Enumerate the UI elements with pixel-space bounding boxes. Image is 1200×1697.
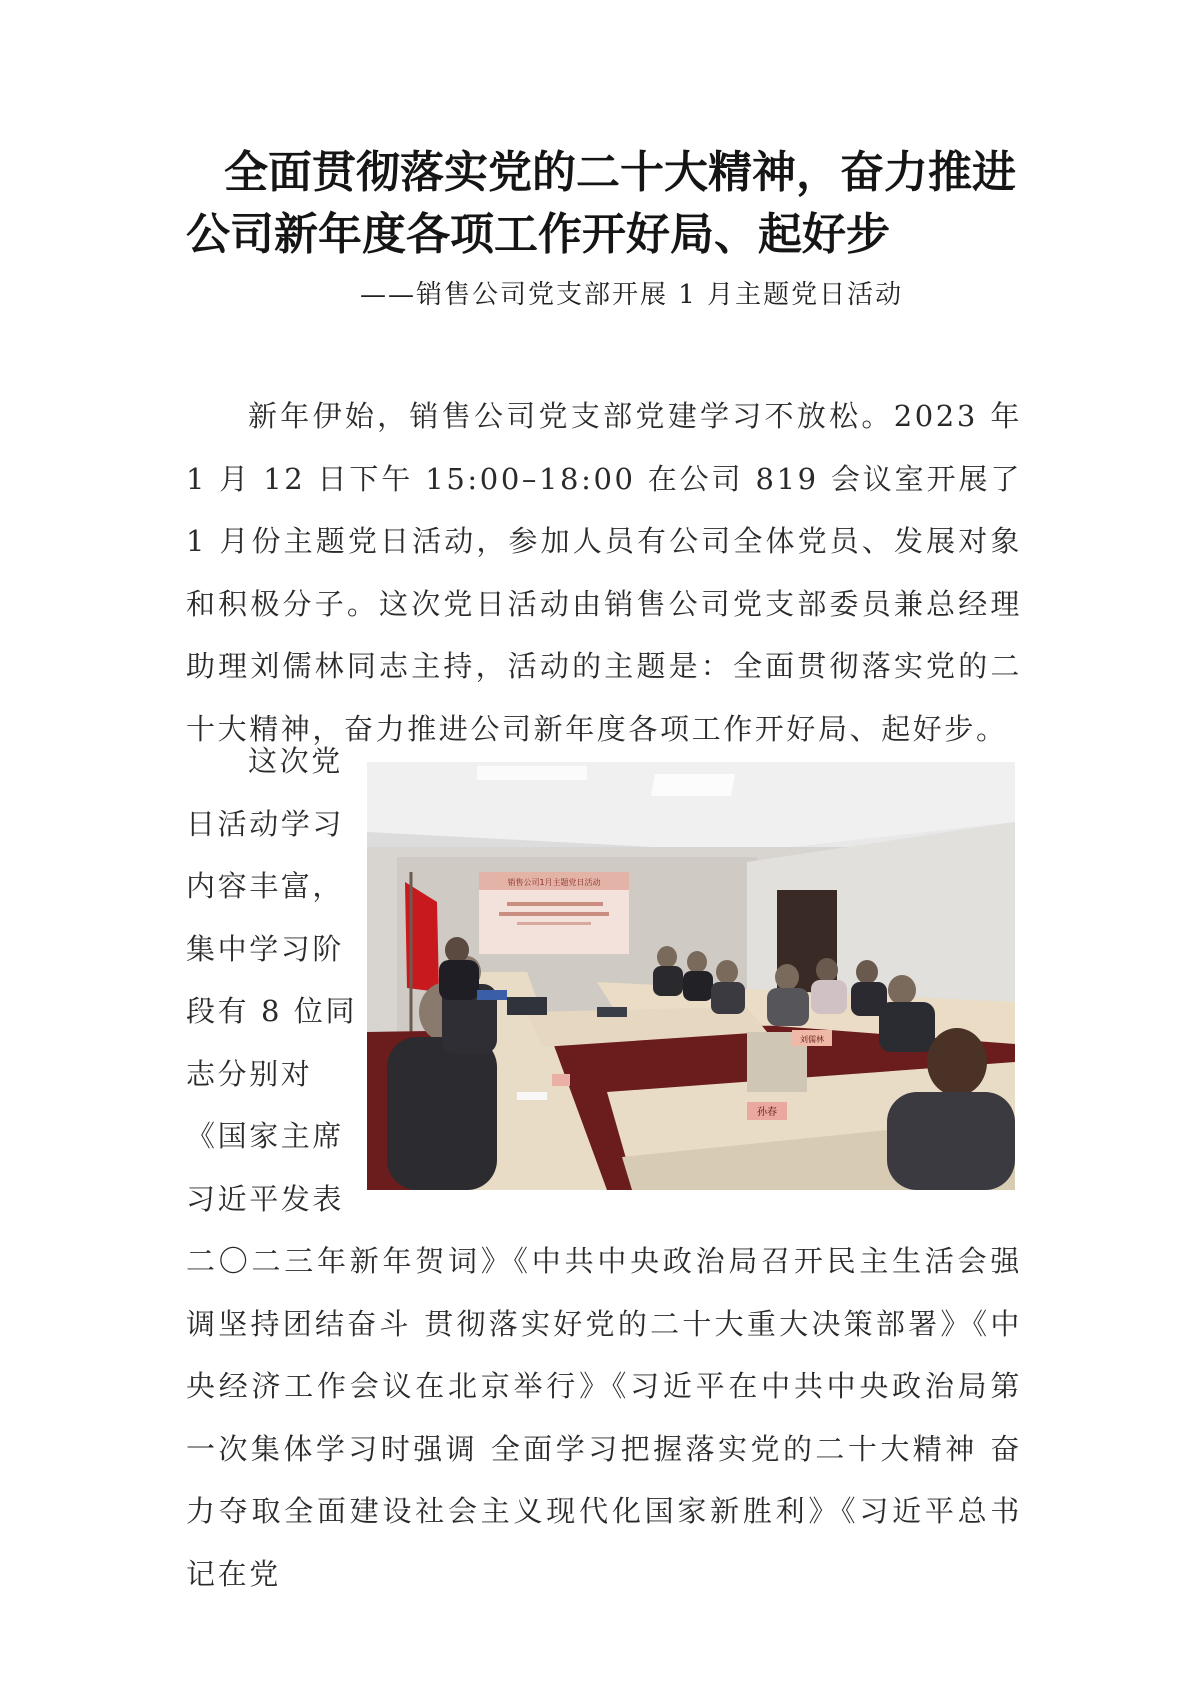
- side-text-line: 日活动学习: [186, 806, 345, 841]
- article-title-line-2: 公司新年度各项工作开好局、起好步: [186, 209, 890, 260]
- side-text-line: 内容丰富，: [186, 869, 345, 903]
- photo-side-text: [186, 730, 358, 1230]
- article-title-line-1: 全面贯彻落实党的二十大精神，奋力推进: [224, 147, 1016, 198]
- side-text-line: 这次党: [248, 744, 343, 778]
- screen-title: 销售公司1月主题党日活动: [507, 878, 601, 887]
- meeting-room-photo: [367, 762, 1015, 1190]
- article-title: [186, 142, 1026, 266]
- paragraph-intro: 新年伊始，销售公司党支部党建学习不放松。2023 年 1 月 12 日下午 15:00–18:00 在公司 819 会议室开展了 1 月份主题党日活动，参加人员有公司全体党员、发展对象和积极分子。这次党日活动由销售公司党支部委员兼总经理助理刘儒林同志主持，活动的主题是：全面贯彻落实党的二十大精神，奋力推进公司新年度各项工作开好局、起好步。: [186, 399, 1022, 746]
- name-card-2-text: 刘儒林: [800, 1035, 824, 1044]
- side-text-line: 习近平发表: [186, 1181, 345, 1216]
- meeting-photo-illustration: [367, 762, 1015, 1190]
- name-card-1-text: 孙春: [757, 1107, 777, 1118]
- side-text-line: 段有 8 位同: [186, 994, 358, 1028]
- paragraph-study-content: 二〇二三年新年贺词》《中共中央政治局召开民主生活会强调坚持团结奋斗 贯彻落实好党的二十大重大决策部署》《中央经济工作会议在北京举行》《习近平在中共中央政治局第一次集体学习时强调 全面学习把握落实党的二十大精神 奋力夺取全面建设社会主义现代化国家新胜利》《习近平总书记在党: [186, 1244, 1022, 1591]
- side-text-line: 《国家主席: [186, 1119, 345, 1153]
- article-subtitle: ——销售公司党支部开展 1 月主题党日活动: [360, 280, 904, 310]
- side-text-line: 集中学习阶: [186, 931, 345, 966]
- side-text-line: 志分别对: [186, 1056, 313, 1091]
